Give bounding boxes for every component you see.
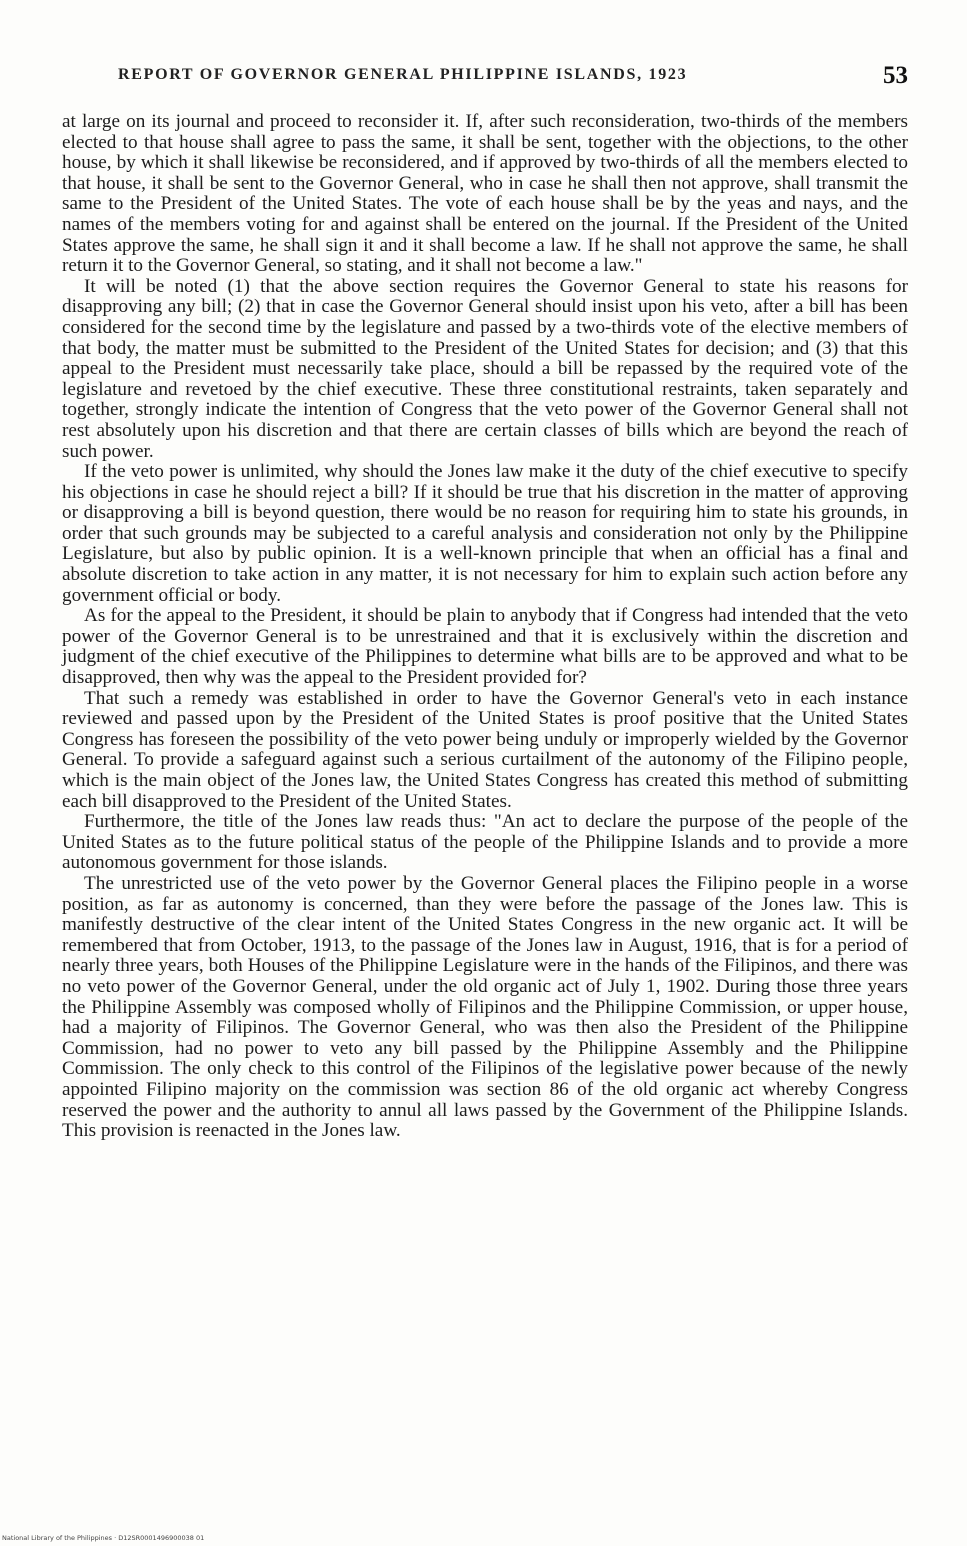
- paragraph-6: Furthermore, the title of the Jones law reads thus: "An act to declare the purpose of the people of the United States as to the future political status of the people of the Philippine Islands and to provide a more autonomous government for those islands.: [62, 811, 908, 874]
- page-number: 53: [883, 62, 908, 89]
- paragraph-1: at large on its journal and proceed to reconsider it. If, after such reconsideration, two-thirds of the members elected to that house shall agree to pass the same, it shall be sent, together with the objections, to the other house, by which it shall likewise be reconsidered, and if approved by two-thirds of all the members elected to that house, it shall be sent to the Governor General, who in case he shall then not approve, shall transmit the same to the President of the United States. The vote of each house shall be by the yeas and nays, and the names of the members voting for and against shall be entered on the journal. If the President of the United States approve the same, he shall sign it and it shall become a law. If he shall not approve the same, he shall return it to the Governor General, so stating, and it shall not become a law.": [62, 111, 908, 277]
- paragraph-2: It will be noted (1) that the above section requires the Governor General to state his reasons for disapproving any bill; (2) that in case the Governor General should insist upon his veto, after a bill has been considered for the second time by the legislature and passed by a two-thirds vote of the elective members of that body, the matter must be submitted to the President of the United States for decision; and (3) that this appeal to the President must necessarily take place, should a bill be repassed by the required vote of the legislature and revetoed by the chief executive. These three constitutional restraints, taken separately and together, strongly indicate the intention of Congress that the veto power of the Governor General shall not rest absolutely upon his discretion and that there are certain classes of bills which are beyond the reach of such power.: [62, 275, 908, 462]
- paragraph-3: If the veto power is unlimited, why should the Jones law make it the duty of the chief executive to specify his objections in case he should reject a bill? If it should be true that his discretion in the matter of approving or disapproving a bill is beyond question, there would be no reason for requiring him to state his grounds, in order that such grounds may be subjected to a careful analysis and consideration not only by the Philippine Legislature, but also by public opinion. It is a well-known principle that when an official has a final and absolute discretion to take action in any matter, it is not necessary for him to explain such action before any government official or body.: [62, 461, 908, 606]
- running-header: [118, 62, 908, 92]
- body-text: [62, 112, 908, 1142]
- archive-footer-tag: National Library of the Philippines · D12SR0001496900038 01: [2, 1534, 205, 1542]
- paragraph-7: The unrestricted use of the veto power by the Governor General places the Filipino people in a worse position, as far as autonomy is concerned, than they were before the passage of the Jones law. This is manifestly destructive of the clear intent of the United States Congress in the new organic act. It will be remembered that from October, 1913, to the passage of the Jones law in August, 1916, that is for a period of nearly three years, both Houses of the Philippine Legislature were in the hands of the Filipinos, and there was no veto power of the Governor General, under the old organic act of July 1, 1902. During those three years the Philippine Assembly was composed wholly of Filipinos and the Philippine Commission, or upper house, had a majority of Filipinos. The Governor General, who was then also the President of the Philippine Commission, had no power to veto any bill passed by the Philippine Assembly and the Philippine Commission. The only check to this control of the Filipinos of the legislative power because of the newly appointed Filipino majority on the commission was section 86 of the old organic act whereby Congress reserved the power and the authority to annul all laws passed by the Government of the Philippine Islands. This provision is reenacted in the Jones law.: [62, 872, 908, 1142]
- running-title: REPORT OF GOVERNOR GENERAL PHILIPPINE ISLANDS, 1923: [118, 66, 688, 83]
- paragraph-4: As for the appeal to the President, it should be plain to anybody that if Congress had intended that the veto power of the Governor General is to be unrestrained and that it is exclusively within the discretion and judgment of the chief executive of the Philippines to determine what bills are to be approved and what to be disapproved, then why was the appeal to the President provided for?: [62, 605, 908, 689]
- paragraph-5: That such a remedy was established in order to have the Governor General's veto in each instance reviewed and passed upon by the President of the United States is proof positive that the United States Congress has foreseen the possibility of the veto power being unduly or improperly wielded by the Governor General. To provide a safeguard against such a serious curtailment of the autonomy of the Filipino people, which is the main object of the Jones law, the United States Congress has created this method of submitting each bill disapproved to the President of the United States.: [62, 687, 908, 812]
